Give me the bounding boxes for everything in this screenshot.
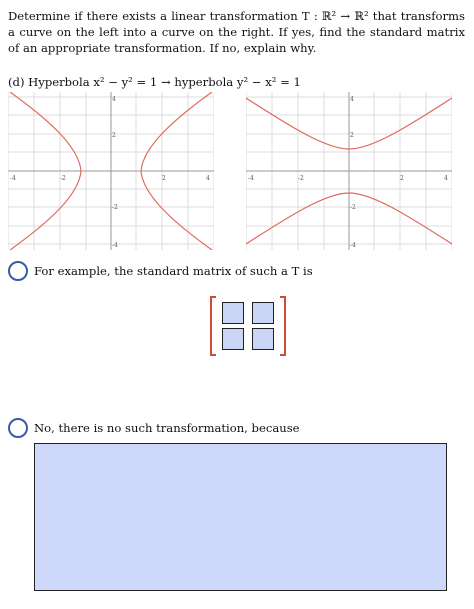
right-hyperbola-plot bbox=[246, 92, 452, 250]
right-bracket bbox=[280, 296, 286, 356]
matrix-cell-a12[interactable] bbox=[252, 302, 274, 324]
problem-statement: Determine if there exists a linear transformation T : ℝ² → ℝ² that transforms a curve on the left into a curve on the right. If yes, find the standard matrix of an appropriate transformation. If no, explain why. bbox=[8, 9, 465, 55]
y-tick-label: 4 bbox=[112, 96, 116, 103]
matrix-cell-a21[interactable] bbox=[222, 328, 244, 350]
radio-yes[interactable] bbox=[8, 261, 28, 281]
y-tick-label: 2 bbox=[112, 132, 116, 139]
x-tick-label: 4 bbox=[206, 175, 210, 182]
explanation-textarea[interactable] bbox=[34, 443, 447, 591]
x-tick-label: -2 bbox=[60, 175, 66, 182]
y-tick-label: -4 bbox=[112, 242, 118, 249]
x-tick-label: 2 bbox=[400, 175, 404, 182]
y-tick-label: -4 bbox=[350, 242, 356, 249]
matrix-input bbox=[208, 296, 288, 358]
left-bracket bbox=[210, 296, 216, 356]
x-tick-label: 2 bbox=[162, 175, 166, 182]
y-tick-label: 2 bbox=[350, 132, 354, 139]
x-tick-label: -4 bbox=[10, 175, 16, 182]
radio-no[interactable] bbox=[8, 418, 28, 438]
matrix-cell-a11[interactable] bbox=[222, 302, 244, 324]
x-tick-label: -2 bbox=[298, 175, 304, 182]
left-hyperbola-plot bbox=[8, 92, 214, 250]
choice-no-label: No, there is no such transformation, because bbox=[34, 421, 300, 435]
x-tick-label: 4 bbox=[444, 175, 448, 182]
part-d-label: (d) Hyperbola x² − y² = 1 → hyperbola y² − x² = 1 bbox=[8, 75, 301, 89]
choice-yes-label: For example, the standard matrix of such a T is bbox=[34, 264, 313, 278]
y-tick-label: -2 bbox=[112, 204, 118, 211]
choice-no[interactable] bbox=[8, 418, 300, 438]
x-tick-label: -4 bbox=[248, 175, 254, 182]
choice-yes[interactable] bbox=[8, 261, 313, 281]
y-tick-label: 4 bbox=[350, 96, 354, 103]
y-tick-label: -2 bbox=[350, 204, 356, 211]
matrix-cell-a22[interactable] bbox=[252, 328, 274, 350]
